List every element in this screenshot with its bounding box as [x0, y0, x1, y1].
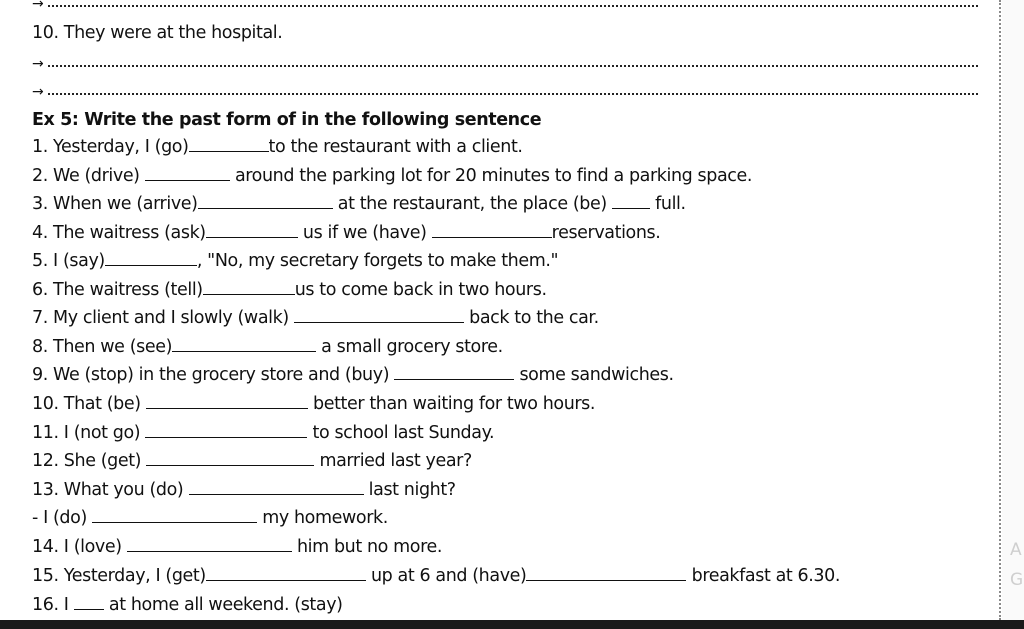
exercise-item: 15. Yesterday, I (get) up at 6 and (have) breakfast at 6.30. [32, 566, 841, 586]
answer-blank [526, 565, 686, 581]
answer-blank [612, 193, 650, 209]
adjacent-page-strip [1002, 0, 1024, 620]
arrow-icon: → [32, 0, 44, 12]
dotted-rule [48, 65, 978, 67]
answer-blank [203, 279, 295, 295]
answer-blank [206, 565, 366, 581]
edge-letter: A [1010, 540, 1022, 560]
exercise-item: 10. That (be) better than waiting for two hours. [32, 394, 596, 414]
exercise-item: - I (do) my homework. [32, 508, 388, 528]
answer-blank [145, 422, 307, 438]
exercise-item: 14. I (love) him but no more. [32, 537, 443, 557]
exercise-item: 5. I (say) , "No, my secretary forgets to make them." [32, 251, 559, 271]
exercise-item: 11. I (not go) to school last Sunday. [32, 423, 495, 443]
answer-blank [92, 507, 257, 523]
exercise-item: 9. We (stop) in the grocery store and (buy) some sandwiches. [32, 365, 674, 385]
bottom-bar [0, 620, 1024, 629]
edge-letter: G [1010, 570, 1024, 590]
exercise-item: 1. Yesterday, I (go) to the restaurant with a client. [32, 137, 523, 157]
answer-blank [189, 479, 364, 495]
exercise-item: 12. She (get) married last year? [32, 451, 472, 471]
answer-blank [74, 594, 104, 610]
exercise-heading: Ex 5: Write the past form of in the following sentence [32, 110, 542, 130]
answer-blank [105, 250, 197, 266]
exercise-item: 3. When we (arrive) at the restaurant, the place (be) full. [32, 194, 686, 214]
answer-blank [294, 307, 464, 323]
page-right-border [999, 0, 1001, 620]
answer-blank [432, 222, 552, 238]
answer-blank [198, 193, 333, 209]
exercise-item: 13. What you (do) last night? [32, 480, 456, 500]
previous-item: 10. They were at the hospital. [32, 23, 283, 43]
answer-blank [394, 364, 514, 380]
exercise-item: 2. We (drive) around the parking lot for 20 minutes to find a parking space. [32, 166, 753, 186]
answer-blank [172, 336, 316, 352]
answer-blank [206, 222, 298, 238]
arrow-icon: → [32, 56, 44, 72]
answer-blank [145, 165, 230, 181]
exercise-item: 16. I at home all weekend. (stay) [32, 595, 343, 615]
exercise-item: 7. My client and I slowly (walk) back to the car. [32, 308, 599, 328]
answer-blank [146, 450, 314, 466]
answer-line [32, 0, 44, 14]
answer-blank [189, 136, 269, 152]
answer-blank [127, 536, 292, 552]
exercise-item: 4. The waitress (ask) us if we (have) reservations. [32, 223, 661, 243]
answer-line [32, 82, 44, 102]
dotted-rule [48, 93, 978, 95]
answer-blank [146, 393, 308, 409]
exercise-item: 6. The waitress (tell) us to come back in two hours. [32, 280, 547, 300]
answer-line [32, 54, 44, 74]
arrow-icon: → [32, 84, 44, 100]
exercise-item: 8. Then we (see) a small grocery store. [32, 337, 503, 357]
dotted-rule [48, 5, 978, 7]
